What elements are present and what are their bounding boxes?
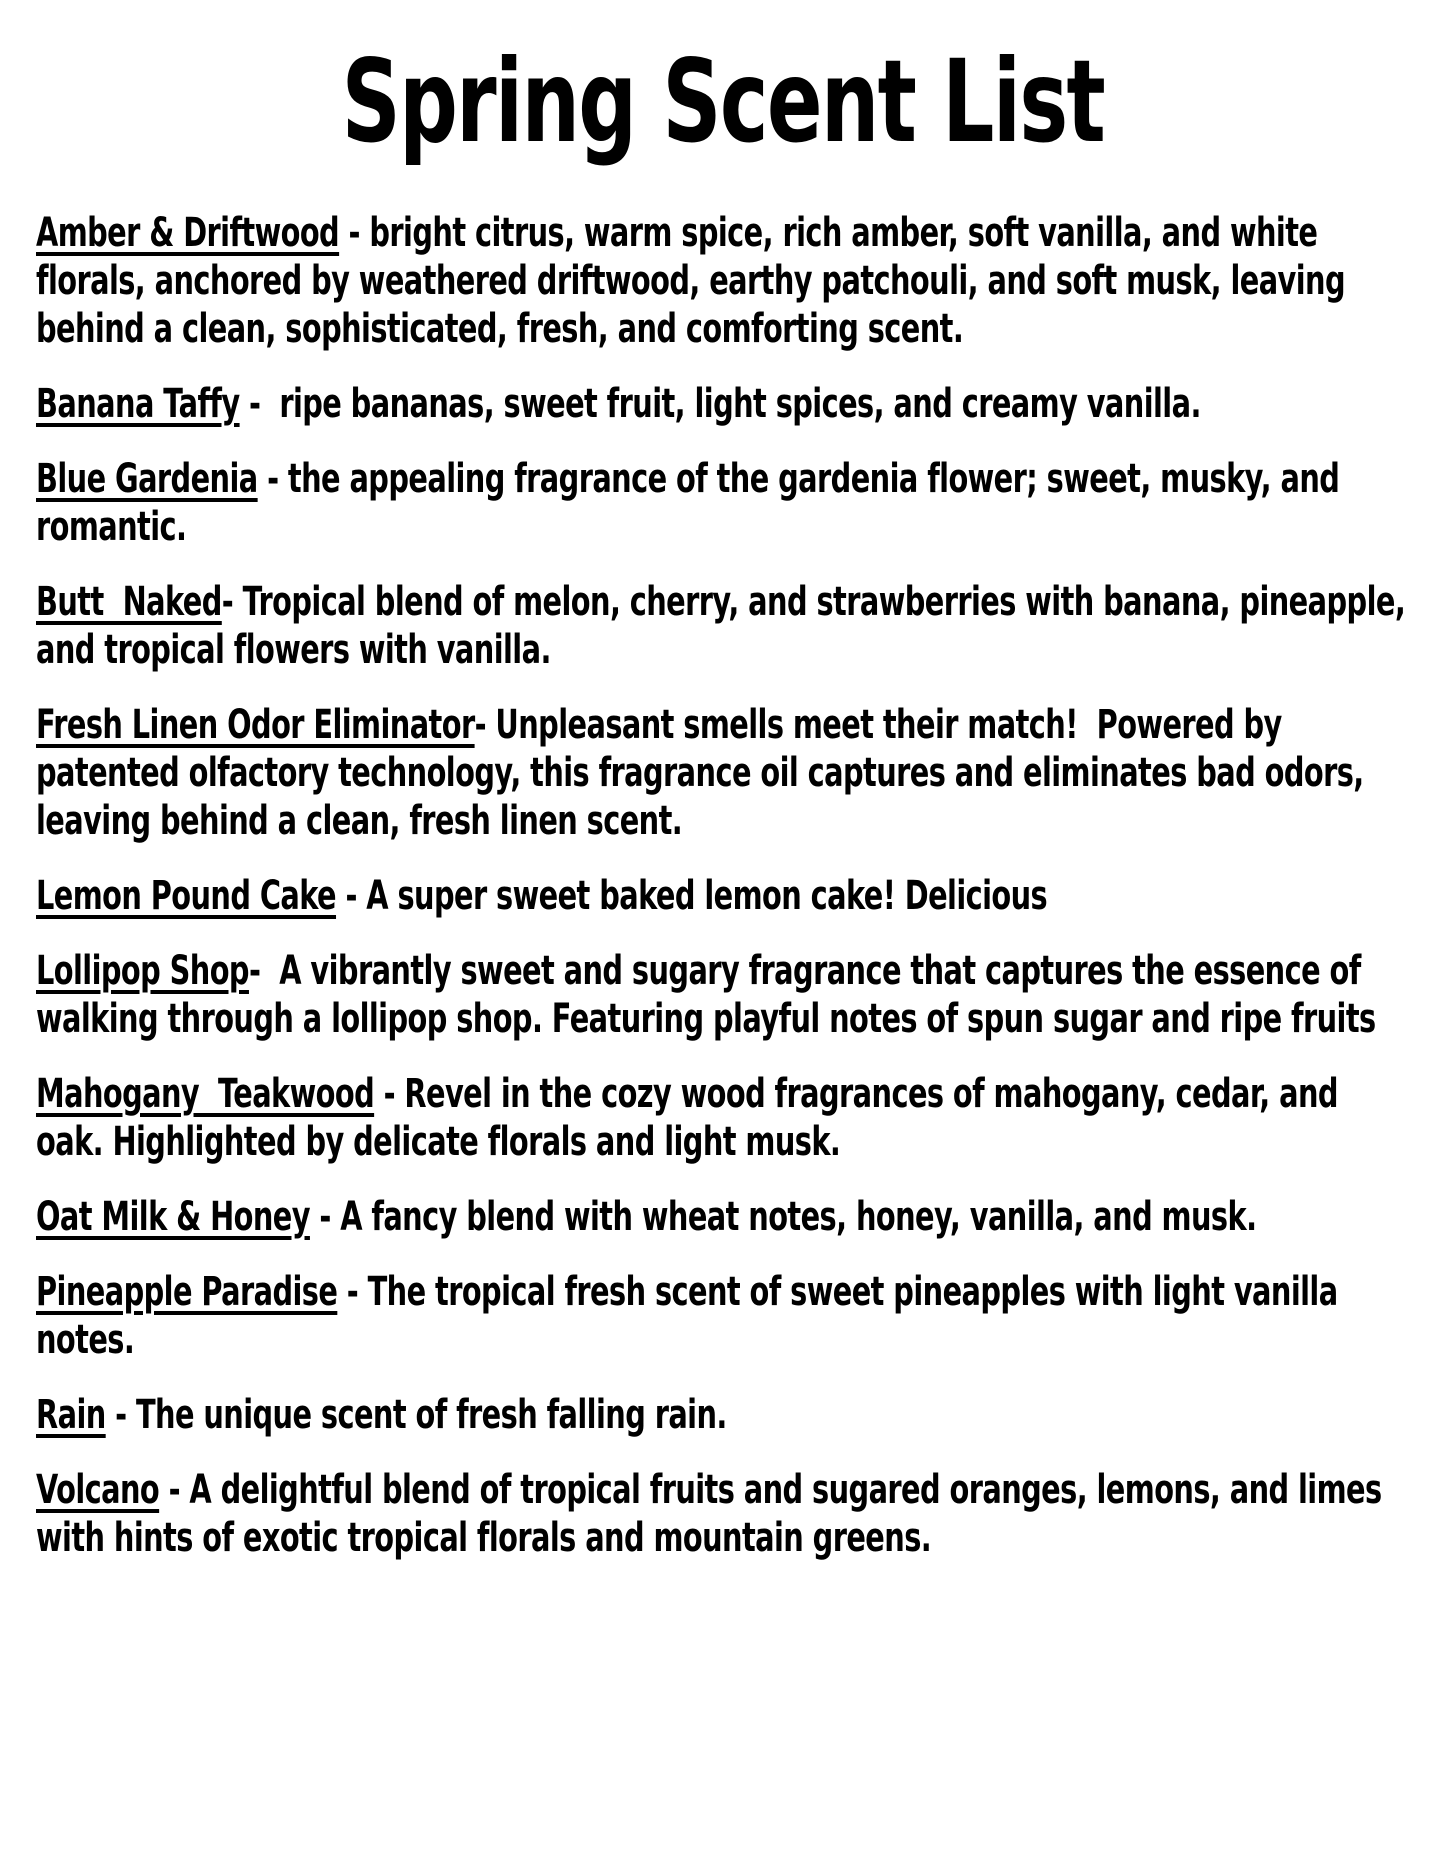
scent-name: Lollipop Shop bbox=[36, 948, 249, 995]
scent-separator: - bbox=[159, 1467, 190, 1514]
page-title: Spring Scent List bbox=[341, 35, 1105, 168]
scent-name: Blue Gardenia bbox=[36, 456, 258, 503]
scent-name: Pineapple Paradise bbox=[36, 1269, 338, 1316]
scent-entry bbox=[36, 1268, 1410, 1364]
scent-description: bright citrus, warm spice, rich amber, soft vanilla, and white florals, anchored by weathered driftwood, earthy patchouli, and soft musk, leaving behind a clean, sophisticated, fresh, and comforting scent. bbox=[36, 210, 1355, 353]
scent-name: Oat Milk & Honey bbox=[36, 1194, 310, 1241]
scent-description: The unique scent of fresh falling rain. bbox=[135, 1392, 727, 1439]
scent-separator: - bbox=[105, 1392, 136, 1439]
scent-description: Tropical blend of melon, cherry, and strawberries with banana, pineapple, and tropical flowers with vanilla. bbox=[36, 579, 1415, 674]
scent-separator: - bbox=[337, 1269, 368, 1316]
scent-description: the appealing fragrance of the gardenia flower; sweet, musky, and romantic. bbox=[36, 456, 1349, 551]
scent-entry bbox=[36, 455, 1410, 551]
scent-name: Banana Taffy bbox=[36, 381, 240, 428]
scent-description: ripe bananas, sweet fruit, light spices, and creamy vanilla. bbox=[279, 381, 1201, 428]
scent-separator: - bbox=[339, 210, 370, 257]
scent-entry bbox=[36, 1391, 1410, 1439]
scent-separator: - bbox=[257, 456, 288, 503]
scent-name: Butt Naked bbox=[36, 579, 222, 626]
scent-description: A delightful blend of tropical fruits and sugared oranges, lemons, and limes with hints of exotic tropical florals and mountain greens. bbox=[36, 1467, 1392, 1562]
scent-name: Amber & Driftwood bbox=[36, 210, 340, 257]
scent-separator: - bbox=[374, 1071, 405, 1118]
scent-description: A fancy blend with wheat notes, honey, vanilla, and musk. bbox=[340, 1194, 1257, 1241]
scent-entry bbox=[36, 947, 1410, 1043]
scent-entry bbox=[36, 578, 1415, 674]
scent-entry bbox=[36, 380, 1410, 428]
scent-description: A vibrantly sweet and sugary fragrance that captures the essence of walking through a lollipop shop. Featuring playful notes of spun sugar and ripe fruits bbox=[36, 948, 1376, 1043]
scent-entry bbox=[36, 1070, 1410, 1166]
scent-entry bbox=[36, 1466, 1410, 1562]
document-content bbox=[36, 35, 1415, 1562]
scent-separator: - bbox=[221, 579, 243, 626]
scent-description: A super sweet baked lemon cake! Delicious bbox=[366, 873, 1048, 920]
scent-list bbox=[36, 209, 1415, 1562]
scent-separator: - bbox=[474, 702, 496, 749]
scent-name: Volcano bbox=[36, 1467, 160, 1514]
scent-separator: - bbox=[336, 873, 367, 920]
scent-entry bbox=[36, 701, 1410, 845]
scent-separator: - bbox=[309, 1194, 341, 1241]
scent-separator: - bbox=[239, 381, 280, 428]
scent-entry bbox=[36, 872, 1410, 920]
scent-description: Unpleasant smells meet their match! Powered by patented olfactory technology, this fragrance oil captures and eliminates bad odors, leaving behind a clean, fresh linen scent. bbox=[36, 702, 1374, 845]
scent-description: Revel in the cozy wood fragrances of mahogany, cedar, and oak. Highlighted by delicate florals and light musk. bbox=[36, 1071, 1348, 1166]
scent-entry bbox=[36, 209, 1410, 353]
scent-separator: - bbox=[248, 948, 280, 995]
scent-entry bbox=[36, 1193, 1410, 1241]
scent-name: Lemon Pound Cake bbox=[36, 873, 337, 920]
scent-name: Fresh Linen Odor Eliminator bbox=[36, 702, 475, 749]
scent-name: Mahogany Teakwood bbox=[36, 1071, 375, 1118]
scent-name: Rain bbox=[36, 1392, 106, 1439]
scent-description: The tropical fresh scent of sweet pineapples with light vanilla notes. bbox=[36, 1269, 1348, 1364]
